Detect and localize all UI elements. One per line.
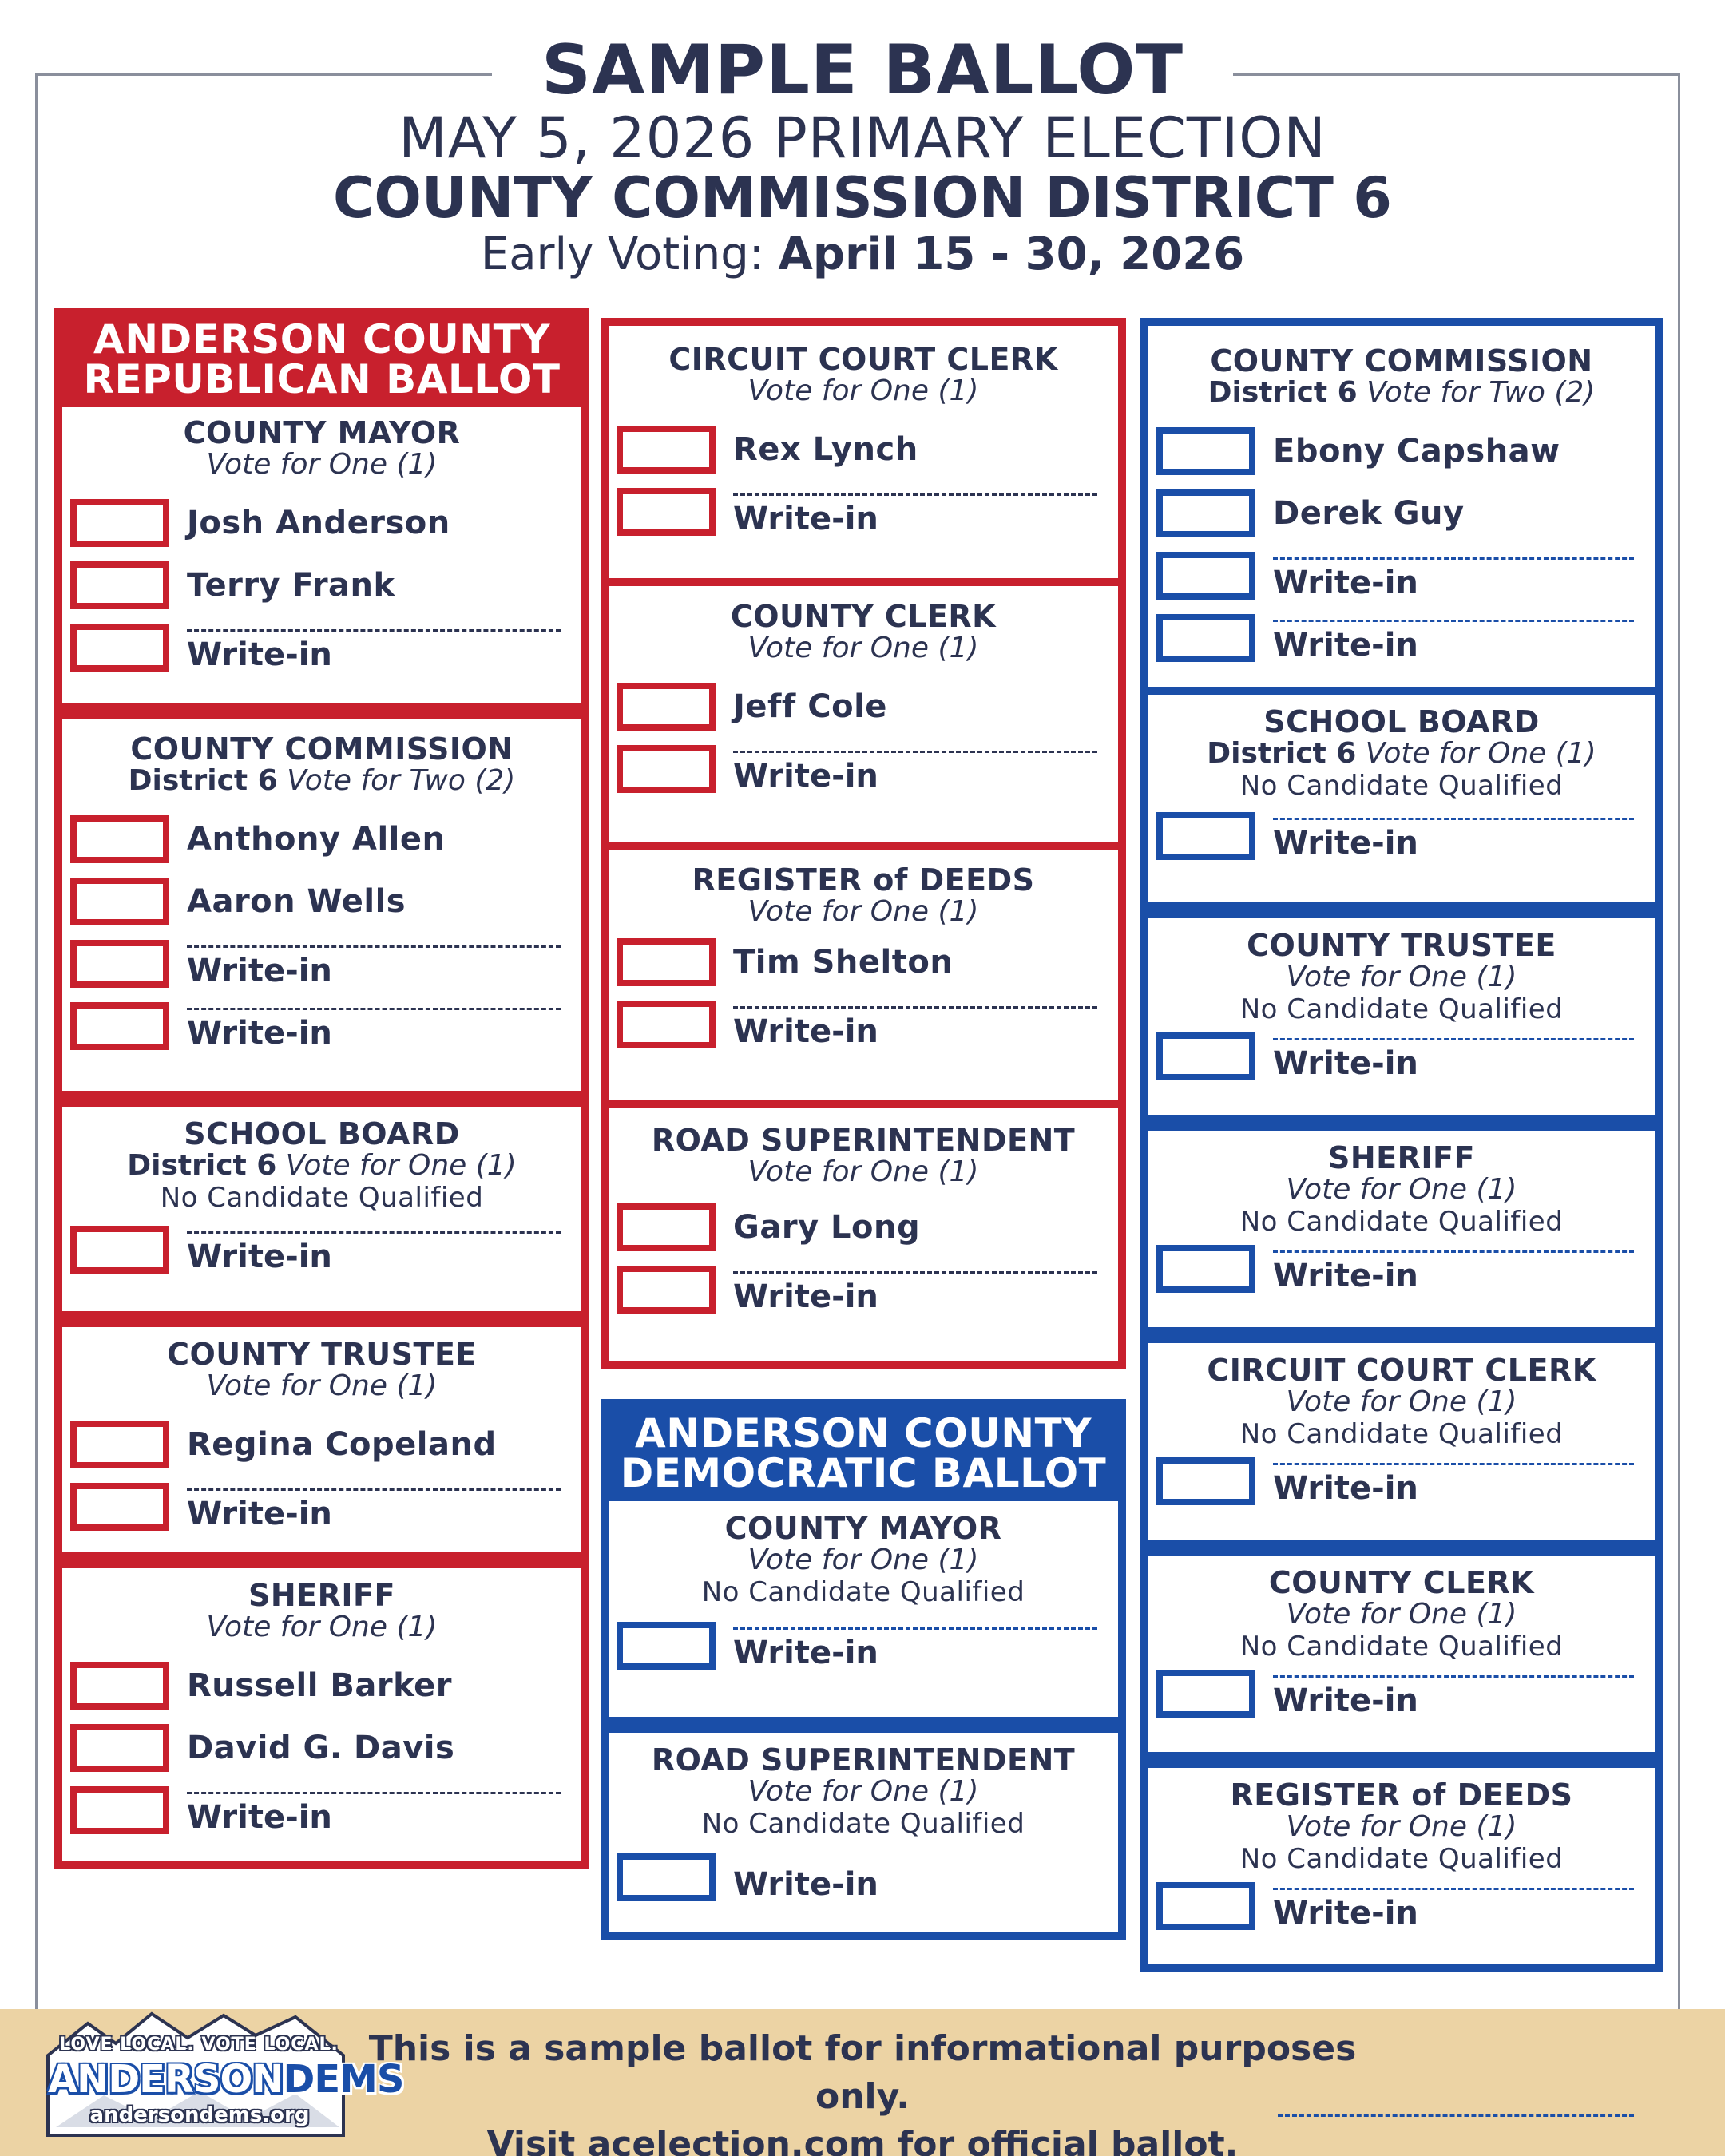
- candidate-name: Derek Guy: [1273, 495, 1465, 532]
- option-row: [617, 418, 1110, 481]
- candidate-name: Regina Copeland: [187, 1426, 497, 1463]
- write-in-line[interactable]: Write-in: [1273, 1878, 1634, 1934]
- option-row: [70, 933, 573, 995]
- option-row: [1156, 1663, 1647, 1725]
- race-rep-register-of-deeds: REGISTER of DEEDS Vote for One (1) Tim Shelton Write-in: [601, 850, 1126, 1108]
- race-rep-circuit-court-clerk: CIRCUIT COURT CLERK Vote for One (1) Rex Lynch Write-in: [601, 318, 1126, 586]
- option-row: [617, 481, 1110, 543]
- write-in-line[interactable]: Write-in: [1273, 1666, 1634, 1722]
- write-in-line[interactable]: Write-in: [733, 1866, 878, 1903]
- vote-checkbox[interactable]: [70, 1724, 169, 1772]
- vote-checkbox[interactable]: [1156, 1032, 1255, 1080]
- write-in-line[interactable]: Write-in: [187, 1479, 561, 1535]
- no-candidate-note: No Candidate Qualified: [1239, 1631, 1564, 1663]
- vote-checkbox[interactable]: [1156, 1670, 1255, 1718]
- vote-checkbox[interactable]: [1156, 1245, 1255, 1293]
- race-title: COUNTY COMMISSION: [130, 731, 514, 767]
- write-in-line[interactable]: Write-in: [733, 741, 1097, 797]
- race-rep-county-commission: COUNTY COMMISSION District 6 Vote for Two (2) Anthony Allen Aaron Wells Write-in Write-in: [54, 711, 589, 1099]
- option-row: [70, 1413, 573, 1476]
- vote-checkbox[interactable]: [70, 1421, 169, 1468]
- republican-ballot-column: [54, 308, 589, 1869]
- write-in-line[interactable]: Write-in: [187, 1782, 561, 1838]
- no-candidate-note: No Candidate Qualified: [1239, 993, 1564, 1025]
- vote-checkbox[interactable]: [1156, 614, 1255, 662]
- race-dem-county-trustee: COUNTY TRUSTEE Vote for One (1) No Candidate Qualified Write-in: [1140, 910, 1663, 1123]
- race-title: SHERIFF: [1328, 1140, 1475, 1175]
- write-in-line[interactable]: Write-in: [187, 1222, 561, 1278]
- option-row: [70, 616, 573, 679]
- candidate-name: Gary Long: [733, 1209, 921, 1246]
- no-candidate-note: No Candidate Qualified: [1239, 1206, 1564, 1238]
- democratic-ballot-section: [601, 1399, 1126, 1940]
- race-title: REGISTER of DEEDS: [1230, 1778, 1573, 1813]
- option-row: [617, 1846, 1110, 1908]
- district-name: COUNTY COMMISSION DISTRICT 6: [332, 165, 1392, 231]
- vote-checkbox[interactable]: [1156, 812, 1255, 860]
- race-title: CIRCUIT COURT CLERK: [668, 342, 1058, 377]
- option-row: [1156, 1025, 1647, 1088]
- anderson-dems-logo[interactable]: [40, 1999, 404, 2151]
- race-title: COUNTY CLERK: [1268, 1565, 1535, 1600]
- vote-checkbox[interactable]: [617, 1622, 716, 1670]
- option-row: [70, 1476, 573, 1538]
- logo-name: ANDERSONDEMS: [48, 2057, 404, 2102]
- race-dem-road-superintendent: ROAD SUPERINTENDENT Vote for One (1) No Candidate Qualified Write-in: [601, 1725, 1126, 1940]
- no-candidate-note: No Candidate Qualified: [160, 1182, 484, 1214]
- race-dem-school-board: SCHOOL BOARD District 6 Vote for One (1) No Candidate Qualified Write-in: [1140, 695, 1663, 910]
- logo-url[interactable]: andersondems.org: [89, 2103, 310, 2127]
- no-candidate-note: No Candidate Qualified: [701, 1808, 1025, 1840]
- write-in-line[interactable]: Write-in: [187, 620, 561, 676]
- option-row: [1156, 805, 1647, 867]
- option-row: [617, 993, 1110, 1056]
- race-rep-sheriff: SHERIFF Vote for One (1) Russell Barker David G. Davis Write-in: [54, 1560, 589, 1869]
- race-title: COUNTY TRUSTEE: [1247, 928, 1556, 963]
- vote-checkbox[interactable]: [617, 426, 716, 474]
- option-row: [617, 738, 1110, 800]
- candidate-name: Anthony Allen: [187, 821, 446, 858]
- race-dem-county-commission: COUNTY COMMISSION District 6 Vote for Two (2) Ebony Capshaw Derek Guy Write-in Write-in: [1140, 318, 1663, 695]
- race-title: REGISTER of DEEDS: [692, 862, 1035, 898]
- option-row: [70, 870, 573, 933]
- page-title: SAMPLE BALLOT: [541, 30, 1184, 110]
- vote-checkbox[interactable]: [1156, 1457, 1255, 1505]
- democratic-ballot-header: ANDERSON COUNTY DEMOCRATIC BALLOT: [601, 1399, 1126, 1501]
- logo-tagline: LOVE LOCAL. VOTE LOCAL.: [59, 2035, 339, 2055]
- race-title: SHERIFF: [248, 1578, 395, 1613]
- no-candidate-note: No Candidate Qualified: [1239, 1418, 1564, 1450]
- vote-checkbox[interactable]: [617, 488, 716, 536]
- option-row: [70, 1717, 573, 1779]
- race-rep-county-clerk: COUNTY CLERK Vote for One (1) Jeff Cole Write-in: [601, 586, 1126, 850]
- option-row: [1156, 1238, 1647, 1300]
- vote-checkbox[interactable]: [70, 878, 169, 925]
- race-rep-county-trustee: COUNTY TRUSTEE Vote for One (1) Regina Copeland Write-in: [54, 1319, 589, 1560]
- write-in-line[interactable]: Write-in: [1273, 1453, 1634, 1509]
- no-candidate-note: No Candidate Qualified: [701, 1576, 1025, 1608]
- race-title: COUNTY CLERK: [730, 599, 997, 634]
- option-row: [617, 1615, 1110, 1677]
- race-rep-road-superintendent: ROAD SUPERINTENDENT Vote for One (1) Gary Long Write-in: [601, 1108, 1126, 1369]
- vote-checkbox[interactable]: [1156, 1882, 1255, 1930]
- option-row: [70, 492, 573, 554]
- race-title: COUNTY COMMISSION: [1210, 343, 1593, 378]
- race-rep-school-board: SCHOOL BOARD District 6 Vote for One (1) No Candidate Qualified Write-in: [54, 1099, 589, 1319]
- frame-left: [35, 73, 38, 2009]
- ballot-heading: [0, 32, 1725, 281]
- race-title: CIRCUIT COURT CLERK: [1207, 1353, 1596, 1388]
- no-candidate-note: No Candidate Qualified: [1239, 1843, 1564, 1875]
- write-in-line[interactable]: Write-in: [1273, 808, 1634, 864]
- no-candidate-note: No Candidate Qualified: [1239, 770, 1564, 802]
- vote-checkbox[interactable]: [617, 938, 716, 986]
- race-title: COUNTY TRUSTEE: [167, 1337, 477, 1372]
- candidate-name: Josh Anderson: [187, 505, 450, 541]
- write-in-line[interactable]: Write-in: [187, 936, 561, 992]
- write-in-line[interactable]: Write-in: [733, 484, 1097, 540]
- democratic-ballot-column: [1140, 318, 1663, 1972]
- race-dem-register-of-deeds: REGISTER of DEEDS Vote for One (1) No Candidate Qualified Write-in: [1140, 1760, 1663, 1972]
- race-title: SCHOOL BOARD: [184, 1116, 460, 1151]
- write-in-line[interactable]: Write-in: [1273, 1028, 1634, 1084]
- write-in-line[interactable]: Write-in: [733, 1618, 1097, 1674]
- vote-checkbox[interactable]: [617, 1853, 716, 1901]
- candidate-name: Terry Frank: [187, 567, 395, 604]
- vote-checkbox[interactable]: [617, 683, 716, 731]
- vote-checkbox[interactable]: [70, 1483, 169, 1531]
- race-dem-circuit-court-clerk: CIRCUIT COURT CLERK Vote for One (1) No Candidate Qualified Write-in: [1140, 1335, 1663, 1548]
- option-row: [70, 1779, 573, 1841]
- vote-checkbox[interactable]: [70, 1002, 169, 1050]
- option-row: [1156, 545, 1647, 607]
- write-in-line[interactable]: Write-in: [733, 997, 1097, 1052]
- election-name: MAY 5, 2026 PRIMARY ELECTION: [399, 105, 1326, 171]
- vote-checkbox[interactable]: [70, 1786, 169, 1834]
- race-title: SCHOOL BOARD: [1263, 704, 1540, 739]
- vote-checkbox[interactable]: [70, 940, 169, 988]
- vote-checkbox[interactable]: [1156, 489, 1255, 537]
- race-title: ROAD SUPERINTENDENT: [651, 1123, 1076, 1158]
- vote-checkbox[interactable]: [70, 815, 169, 863]
- vote-checkbox[interactable]: [617, 1203, 716, 1251]
- option-row: [617, 1196, 1110, 1258]
- candidate-name: David G. Davis: [187, 1730, 455, 1766]
- vote-checkbox[interactable]: [70, 561, 169, 609]
- option-row: [1156, 420, 1647, 482]
- option-row: [70, 1219, 573, 1281]
- vote-checkbox[interactable]: [70, 1226, 169, 1274]
- race-dem-county-mayor: COUNTY MAYOR Vote for One (1) No Candidate Qualified Write-in: [601, 1501, 1126, 1725]
- option-row: [70, 554, 573, 616]
- option-row: [1156, 482, 1647, 545]
- candidate-name: Ebony Capshaw: [1273, 433, 1560, 470]
- race-dem-sheriff: SHERIFF Vote for One (1) No Candidate Qualified Write-in: [1140, 1123, 1663, 1335]
- race-dem-county-clerk: COUNTY CLERK Vote for One (1) No Candidate Qualified Write-in: [1140, 1548, 1663, 1760]
- footer-dashed-line: [1278, 2114, 1634, 2117]
- vote-checkbox[interactable]: [617, 1266, 716, 1314]
- early-voting: Early Voting: April 15 - 30, 2026: [480, 228, 1245, 280]
- race-title: COUNTY MAYOR: [724, 1511, 1002, 1546]
- option-row: [70, 1655, 573, 1717]
- option-row: [70, 808, 573, 870]
- footer-disclaimer: This is a sample ballot for informational purposes only. Visit acelection.com for official ballot.: [368, 2028, 1357, 2156]
- race-rep-county-mayor: COUNTY MAYOR Vote for One (1) Josh Anderson Terry Frank Write-in: [54, 407, 589, 711]
- race-title: ROAD SUPERINTENDENT: [651, 1742, 1076, 1778]
- option-row: [1156, 607, 1647, 669]
- middle-column: [601, 318, 1126, 1940]
- frame-right: [1678, 73, 1680, 2009]
- write-in-line[interactable]: Write-in: [1273, 1241, 1634, 1297]
- vote-checkbox[interactable]: [70, 1662, 169, 1710]
- vote-checkbox[interactable]: [617, 1001, 716, 1048]
- candidate-name: Jeff Cole: [733, 688, 887, 725]
- vote-checkbox[interactable]: [1156, 427, 1255, 475]
- option-row: [1156, 1875, 1647, 1937]
- option-row: [70, 995, 573, 1057]
- candidate-name: Russell Barker: [187, 1667, 452, 1704]
- candidate-name: Tim Shelton: [733, 944, 954, 981]
- option-row: [617, 676, 1110, 738]
- option-row: [1156, 1450, 1647, 1512]
- republican-ballot-header: ANDERSON COUNTY REPUBLICAN BALLOT: [54, 308, 589, 407]
- write-in-line[interactable]: Write-in: [1273, 610, 1634, 666]
- write-in-line[interactable]: Write-in: [733, 1262, 1097, 1318]
- race-title: COUNTY MAYOR: [183, 415, 461, 450]
- vote-checkbox[interactable]: [70, 624, 169, 672]
- vote-checkbox[interactable]: [617, 745, 716, 793]
- vote-checkbox[interactable]: [70, 499, 169, 547]
- candidate-name: Rex Lynch: [733, 431, 918, 468]
- write-in-line[interactable]: Write-in: [1273, 548, 1634, 604]
- option-row: [617, 931, 1110, 993]
- candidate-name: Aaron Wells: [187, 883, 406, 920]
- option-row: [617, 1258, 1110, 1321]
- write-in-line[interactable]: Write-in: [187, 998, 561, 1054]
- vote-checkbox[interactable]: [1156, 552, 1255, 600]
